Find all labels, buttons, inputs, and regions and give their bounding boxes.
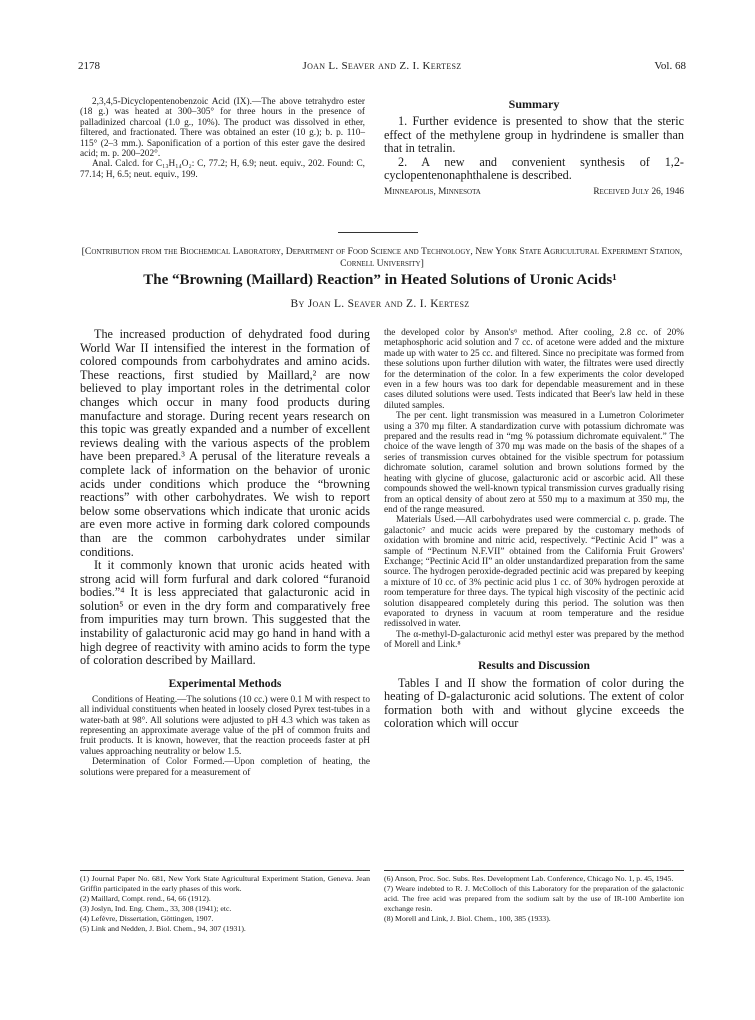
page-number: 2178 [78,60,100,72]
ester-paragraph: The α-methyl-D-galacturonic acid methyl ester was prepared by the method of Morell and Link.⁸ [384,629,684,651]
footnotes-right [384,874,684,924]
right-column [384,328,684,731]
materials-paragraph: Materials Used.—All carbohydrates used were commercial c. p. grade. The galactonic⁷ and mucic acids were prepared by the customary methods of oxidation with bromine and nitric acid, respectively. “Pectinic Acid I” was a sample of “Pectinum N.F.VII” obtained from the California Fruit Growers' Exchange; “Pectinic Acid II” an older unstandardized preparation from the same source. The hydrogen peroxide-degraded pectinic acid was prepared by keeping a mixture of 10 cc. of 3% pectinic acid plus 1 cc. of 30% hydrogen peroxide at room temperature for three days. The typical high viscosity of the pectinic acid solution disappeared completely during this period. The solution was then evaporated to dryness in vacuum at room temperature and the residue redissolved in water. [384,515,684,630]
experimental-heading: Experimental Methods [168,677,282,690]
summary-item-2: 2. A new and convenient synthesis of 1,2-cyclopentenonaphthalene is described. [384,154,684,183]
compound-paragraph: 2,3,4,5-Dicyclopentenobenzoic Acid (IX).—The above tetrahydro ester (18 g.) was heated at 300–305° for three hours in the presence of palladinized charcoal (1.0 g., 10%). The product was dissolved in ether, filtered, and fractionated. There was obtained an ester (10 g.); b. p. 110–115° (2–3 mm.). Saponification of a portion of this ester gave the desired acid; m. p. 200–202°. [80,97,365,160]
header-authors: Joan L. Seaver and Z. I. Kertesz [302,60,462,72]
footnote-5: (5) Link and Nedden, J. Biol. Chem., 94, 307 (1931). [80,924,246,933]
results-paragraph-1: Tables I and II show the formation of color during the heating of D-galacturonic acid solutions. The extent of color formation both with and without glycine exceeds the coloration which will occur [384,675,684,731]
footnote-rule-right [384,870,684,871]
footnote-1: (1) Journal Paper No. 681, New York State Agricultural Experiment Station, Geneva. Jean Griffin participated in the early phases of this work. [80,874,370,893]
summary-heading: Summary [508,97,560,111]
footnote-3: (3) Joslyn, Ind. Eng. Chem., 33, 308 (1941); etc. [80,904,232,913]
footnote-4: (4) Lefèvre, Dissertation, Göttingen, 1907. [80,914,214,923]
article-title: The “Browning (Maillard) Reaction” in Heated Solutions of Uronic Acids¹ [143,272,617,288]
results-heading: Results and Discussion [478,659,590,672]
footnote-8: (8) Morell and Link, J. Biol. Chem., 100, 385 (1933). [384,914,551,923]
received-line [384,187,684,197]
received-date: Received July 26, 1946 [593,186,684,197]
footnote-7: (7) Weare indebted to R. J. McColloch of this Laboratory for the preparation of the galactonic acid. The free acid was prepared from the sodium salt by the use of IR-100 Amberlite ion exchange resin. [384,884,684,913]
intro-paragraph-1: The increased production of dehydrated food during World War II intensified the interest in the formation of colored compounds from carbohydrates and amino acids. These reactions, first studied by Maillard,² are now believed to play important roles in the detrimental color changes which occur in many food products during manufacture and storage. During recent years research on this topic was greatly expanded and a number of excellent reviews dealing with the various aspects of the problem have been prepared.³ A perusal of the literature reveals a complete lack of information on the behavior of uronic acids under conditions which produce the “browning reactions” with other carbohydrates. We wish to report below some observations which indicate that uronic acids are even more active in forming dark colored compounds than are the common carbohydrates under similar conditions. [80,327,370,559]
place: Minneapolis, Minnesota [384,186,481,197]
footnote-rule-left [80,870,370,871]
left-column [80,328,370,778]
footnotes-left [80,874,370,934]
method-paragraph-1: the developed color by Anson's⁶ method. After cooling, 2.8 cc. of 20% metaphosphoric acid solution and 7 cc. of acetone were added and the mixture made up with water to 25 cc. and filtered. Since no precipitate was formed from these solutions upon further dilution with water, the filtrates were used directly for the determination of the color. In a few experiments the color developed even in a few hours was too dark for dependable measurement and in these cases diluted solutions were used. Tests indicated that Beer's law held in these diluted samples. [384,328,684,411]
previous-article-end [80,97,365,180]
volume-label: Vol. 68 [654,60,686,72]
byline: By Joan L. Seaver and Z. I. Kertesz [290,298,470,310]
intro-paragraph-2: It it commonly known that uronic acids heated with strong acid will form furfural and dark colored “furanoid bodies.”⁴ It is less appreciated that galacturonic acid in solution⁵ or even in the dry form and comparatively free from impurities may turn brown. This suggested that the instability of galacturonic acid may go hand in hand with a high degree of reactivity with amino acids to form the type of coloration described by Maillard. [80,558,370,668]
footnote-2: (2) Maillard, Compt. rend., 64, 66 (1912). [80,894,211,903]
running-header [78,60,686,76]
summary-item-1: 1. Further evidence is presented to show that the steric effect of the methylene group in hydrindene is smaller than that in tetralin. [384,114,684,156]
method-paragraph-2: The per cent. light transmission was measured in a Lumetron Colorimeter using a 370 mμ filter. A standardization curve with potassium dichromate was prepared and the results read in “mg % potassium dichromate equivalent.” The choice of the wave length of 370 mμ was made on the basis of the shapes of a series of transmission curves obtained for the visible spectrum for potassium dichromate solution, caramel solution and brown solutions formed by the heating with glycine of glucose, galacturonic acid or ascorbic acid. All these compounds showed the well-known typical transmission curves gradually rising from an optical density of about zero at 550 mμ to a maximum at 350 mμ, the end of the range measured. [384,411,684,515]
article-divider [338,232,418,233]
color-determination-paragraph: Determination of Color Formed.—Upon completion of heating, the solutions were prepared for a measurement of [80,757,370,778]
summary-section [384,97,684,197]
contribution-line: [Contribution from the Biochemical Laboratory, Department of Food Science and Technology, New York State Agricultural Experiment Station, Cornell University] [81,246,683,269]
analysis-line: Anal. Calcd. for C₁₃H₁₄O₂: C, 77.2; H, 6.9; neut. equiv., 202. Found: C, 77.14; H, 6.5; neut. equiv., 199. [80,159,365,180]
footnote-6: (6) Anson, Proc. Soc. Subs. Res. Development Lab. Conference, Chicago No. 1, p. 45, 1945. [384,874,674,883]
conditions-paragraph: Conditions of Heating.—The solutions (10 cc.) were 0.1 M with respect to all individual constituents when heated in loosely closed Pyrex test-tubes in a water-bath at 98°. All solutions were adjusted to pH 4.3 which was taken as representing an approximate average value of the pH of common fruits and fruit products. It is known, however, that the reaction proceeds faster at pH values approaching neutrality or below 1.5. [80,694,370,757]
